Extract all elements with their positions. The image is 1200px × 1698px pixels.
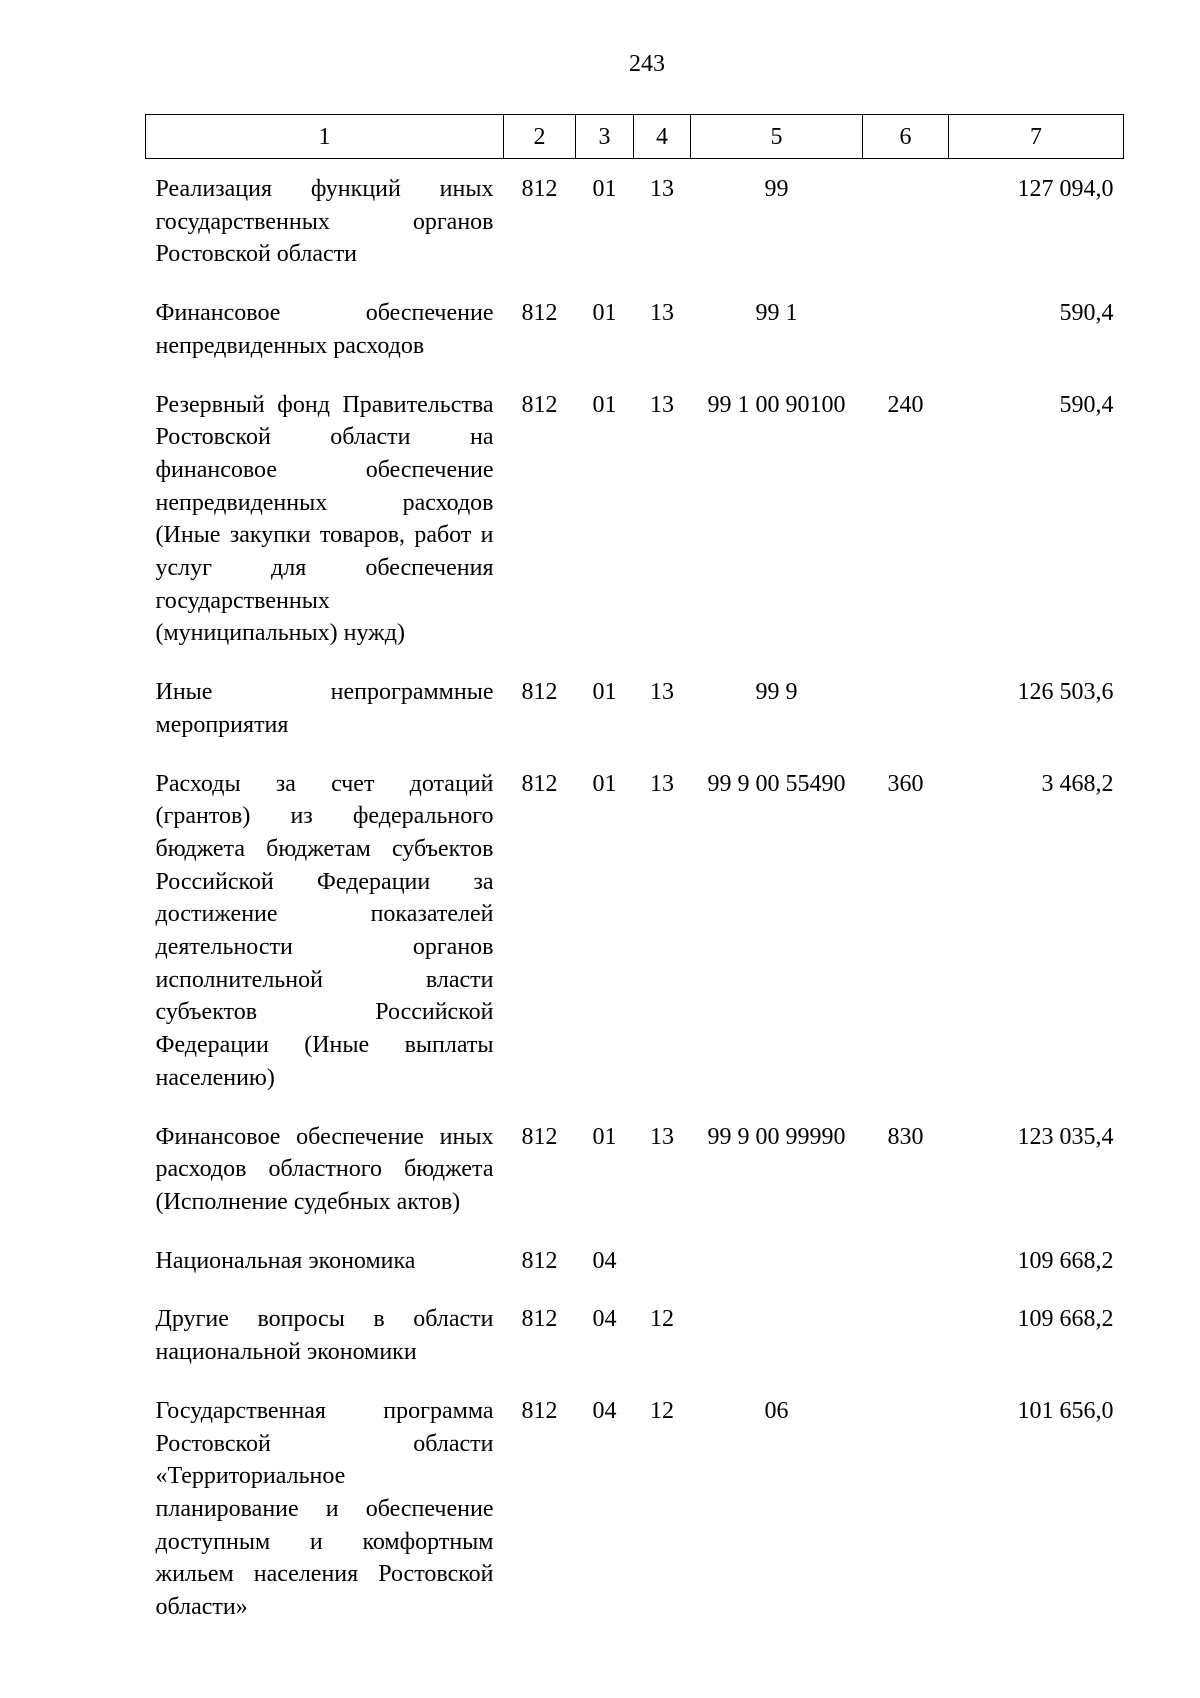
subsection-code: 13 xyxy=(650,391,674,418)
expense-type-code: 240 xyxy=(887,391,924,418)
target-article-code: 99 9 xyxy=(755,679,798,706)
ministry-code: 812 xyxy=(521,300,558,327)
expense-name: Финансовое обеспечение непредвиденных расходов xyxy=(155,300,494,359)
subsection-code: 13 xyxy=(650,300,674,327)
column-header-2: 2 xyxy=(504,115,576,159)
subsection-code: 13 xyxy=(650,176,674,202)
column-header-5: 5 xyxy=(691,115,863,159)
table-header xyxy=(146,115,1124,159)
expense-name: Финансовое обеспечение иных расходов областного бюджета (Исполнение судебных актов) xyxy=(155,1123,494,1215)
target-article-code: 99 xyxy=(764,176,789,202)
ministry-code: 812 xyxy=(521,770,558,797)
table-body xyxy=(146,159,1124,1636)
amount: 3 468,2 xyxy=(1041,770,1114,797)
budget-table xyxy=(145,114,1124,1636)
amount: 590,4 xyxy=(1059,300,1114,327)
expense-type-code xyxy=(863,159,949,284)
section-code: 01 xyxy=(592,679,617,706)
subsection-code: 13 xyxy=(650,770,674,797)
amount: 101 656,0 xyxy=(1017,1397,1114,1424)
section-code: 01 xyxy=(592,391,617,418)
target-article-code: 99 9 00 55490 xyxy=(707,770,846,797)
expense-type-code: 830 xyxy=(887,1123,924,1150)
table-row xyxy=(146,1107,1124,1231)
section-code: 04 xyxy=(592,1397,617,1424)
table-row xyxy=(146,159,1124,284)
target-article-code: 06 xyxy=(764,1397,789,1424)
ministry-code: 812 xyxy=(521,1123,558,1150)
section-code: 01 xyxy=(592,1123,617,1150)
subsection-code: 13 xyxy=(650,679,674,706)
table-row xyxy=(146,1231,1124,1290)
expense-type-code xyxy=(863,1289,949,1380)
target-article-code xyxy=(691,1231,863,1290)
column-header-6: 6 xyxy=(863,115,949,159)
expense-name: Государственная программа Ростовской области «Территориальное планирование и обеспечение доступным и комфортным жильем населения Ростовской области» xyxy=(155,1397,494,1621)
section-code: 01 xyxy=(592,176,617,202)
target-article-code: 99 1 00 90100 xyxy=(707,391,846,418)
amount: 109 668,2 xyxy=(1017,1247,1114,1274)
expense-name: Расходы за счет дотаций (грантов) из федерального бюджета бюджетам субъектов Российской Федерации за достижение показателей деятельности органов исполнительной власти субъектов Российской Федерации (Иные выплаты населению) xyxy=(155,770,494,1091)
target-article-code xyxy=(691,1289,863,1380)
section-code: 04 xyxy=(592,1306,617,1333)
ministry-code: 812 xyxy=(521,1306,558,1333)
expense-type-code xyxy=(863,1231,949,1290)
expense-type-code xyxy=(863,662,949,753)
expense-type-code: 360 xyxy=(887,770,924,797)
column-header-1: 1 xyxy=(146,115,504,159)
page-number: 243 xyxy=(629,51,665,77)
ministry-code: 812 xyxy=(521,391,558,418)
header-row xyxy=(146,115,1124,159)
section-code: 01 xyxy=(592,770,617,797)
target-article-code: 99 1 xyxy=(755,300,798,327)
ministry-code: 812 xyxy=(521,1247,558,1274)
target-article-code: 99 9 00 99990 xyxy=(707,1123,846,1150)
section-code: 04 xyxy=(592,1247,617,1274)
table-row xyxy=(146,662,1124,753)
expense-name: Резервный фонд Правительства Ростовской области на финансовое обеспечение непредвиденных расходов (Иные закупки товаров, работ и услуг для обеспечения государственных (муниципальных) нужд) xyxy=(155,391,494,647)
expense-type-code xyxy=(863,1381,949,1636)
expense-name: Национальная экономика xyxy=(155,1247,416,1274)
subsection-code xyxy=(634,1231,691,1290)
expense-name: Иные непрограммные мероприятия xyxy=(155,679,494,738)
table-row xyxy=(146,1289,1124,1380)
table-row xyxy=(146,375,1124,663)
table-row xyxy=(146,1381,1124,1636)
ministry-code: 812 xyxy=(521,679,558,706)
amount: 126 503,6 xyxy=(1017,679,1114,706)
amount: 109 668,2 xyxy=(1017,1306,1114,1333)
expense-name: Реализация функций иных государственных органов Ростовской области xyxy=(155,176,494,268)
subsection-code: 13 xyxy=(650,1123,674,1150)
expense-type-code xyxy=(863,283,949,374)
table-row xyxy=(146,754,1124,1107)
column-header-3: 3 xyxy=(576,115,634,159)
ministry-code: 812 xyxy=(521,1397,558,1424)
amount: 590,4 xyxy=(1059,391,1114,418)
column-header-7: 7 xyxy=(949,115,1124,159)
table-row xyxy=(146,283,1124,374)
column-header-4: 4 xyxy=(634,115,691,159)
ministry-code: 812 xyxy=(521,176,558,202)
subsection-code: 12 xyxy=(650,1306,674,1333)
amount: 127 094,0 xyxy=(1017,176,1114,202)
section-code: 01 xyxy=(592,300,617,327)
expense-name: Другие вопросы в области национальной экономики xyxy=(155,1306,494,1366)
subsection-code: 12 xyxy=(650,1397,674,1424)
amount: 123 035,4 xyxy=(1017,1123,1114,1150)
